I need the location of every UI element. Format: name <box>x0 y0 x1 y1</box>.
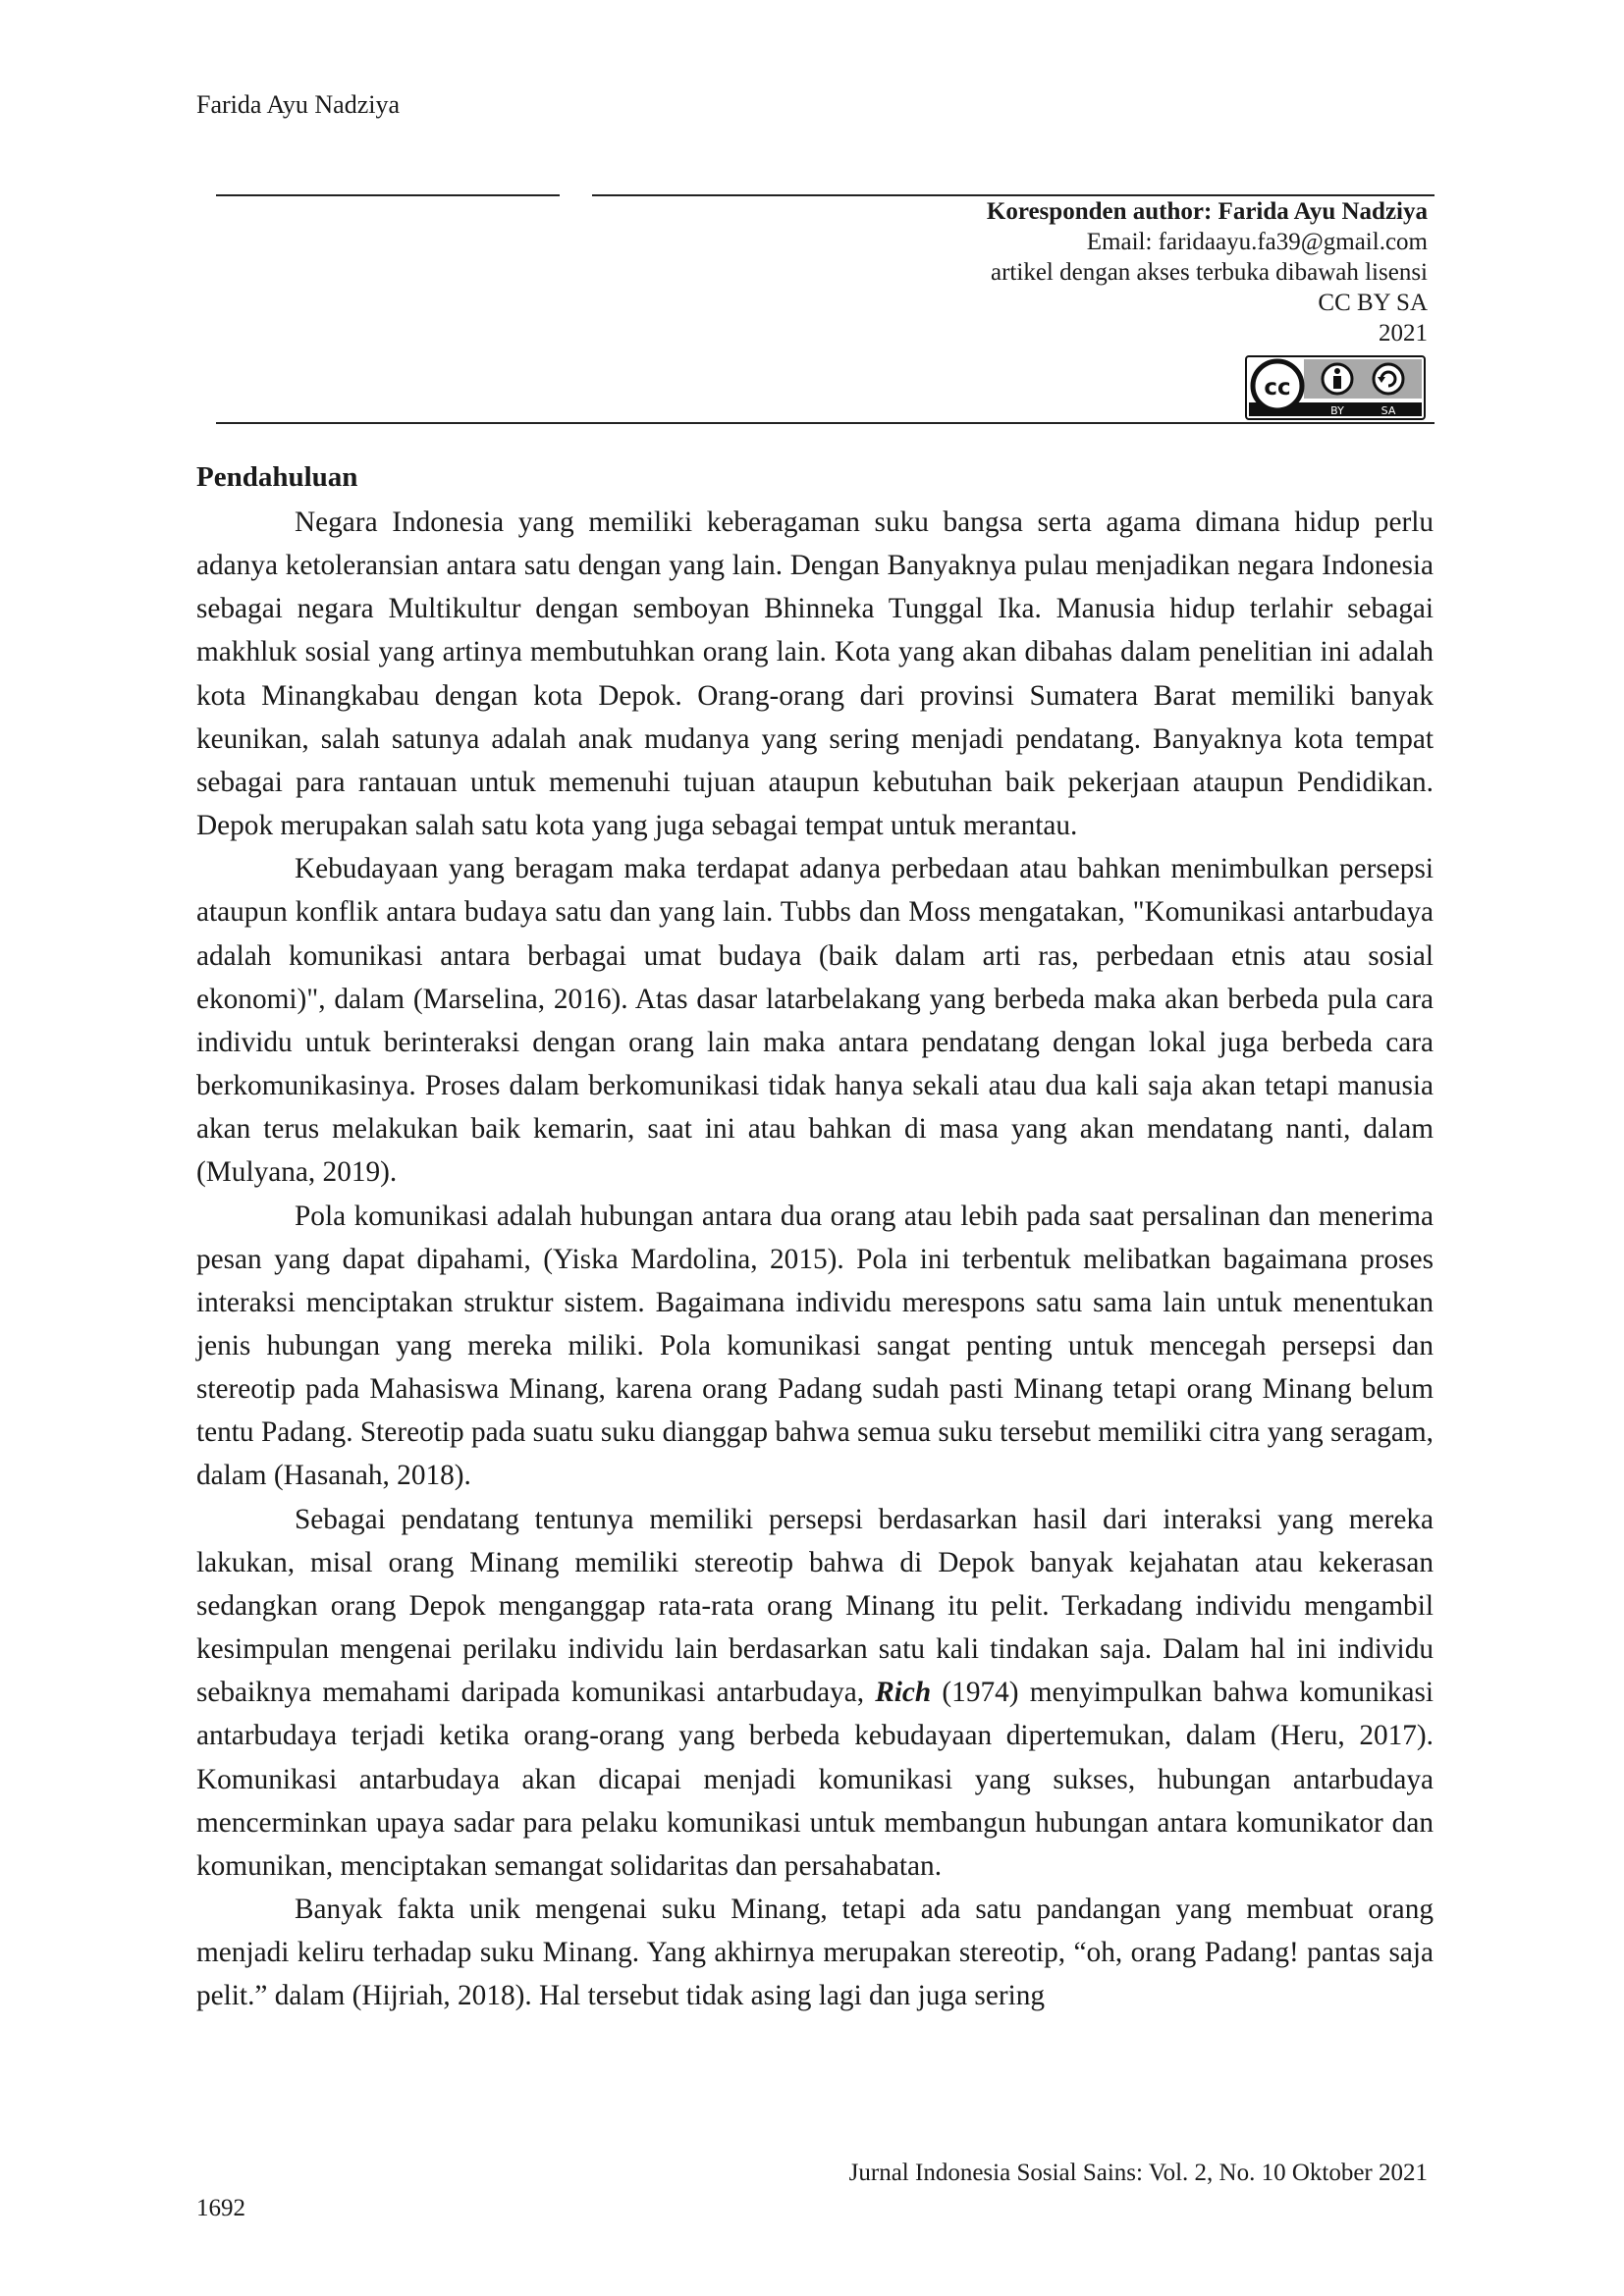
header-rule-left <box>216 194 560 196</box>
correspondence-email: Email: faridaayu.fa39@gmail.com <box>1086 229 1428 255</box>
license-year: 2021 <box>1379 320 1428 347</box>
header-rule-bottom <box>216 422 1435 424</box>
sa-text: SA <box>1380 404 1396 417</box>
paragraph-1: Negara Indonesia yang memiliki keberagaman suku bangsa serta agama dimana hidup perlu adanya ketoleransian antara satu dengan yang lain. Dengan Banyaknya pulau menjadikan negara Indonesia sebagai negara Multikultur dengan semboyan Bhinneka Tunggal Ika. Manusia hidup terlahir sebagai makhluk sosial yang artinya membutuhkan orang lain. Kota yang akan dibahas dalam penelitian ini adalah kota Minangkabau dengan kota Depok. Orang-orang dari provinsi Sumatera Barat memiliki banyak keunikan, salah satunya adalah anak mudanya yang sering menjadi pendatang. Banyaknya kota tempat sebagai para rantauan untuk memenuhi tujuan ataupun kebutuhan baik pekerjaan ataupun Pendidikan. Depok merupakan salah satu kota yang juga sebagai tempat untuk merantau. <box>196 507 1434 842</box>
running-head-author: Farida Ayu Nadziya <box>196 90 400 119</box>
correspondence-author: Koresponden author: Farida Ayu Nadziya <box>986 198 1428 225</box>
paragraph-4-start: Sebagai pendatang tentunya memiliki persepsi berdasarkan hasil dari interaksi yang mereka lakukan, misal orang Minang memiliki stereotip bahwa di Depok banyak kejahatan atau kekerasan sedangkan orang Depok menganggap rata-rata orang Minang itu pelit. Terkadang individu mengambil kesimpulan mengenai perilaku individu lain berdasarkan satu kali tindakan saja. Dalam hal ini individu sebaiknya memahami daripada komunikasi antarbudaya, <box>196 1503 1434 1709</box>
by-text: BY <box>1330 404 1344 417</box>
page-number: 1692 <box>196 2195 245 2221</box>
section-title: Pendahuluan <box>196 461 358 493</box>
paragraph-2: Kebudayaan yang beragam maka terdapat adanya perbedaan atau bahkan menimbulkan persepsi ataupun konflik antara budaya satu dan yang lain. Tubbs dan Moss mengatakan, "Komunikasi antarbudaya adalah komunikasi antara berbagai umat budaya (baik dalam arti ras, perbedaan etnis atau sosial ekonomi)", dalam (Marselina, 2016). Atas dasar latarbelakang yang berbeda maka akan berbeda pula cara individu untuk berinteraksi dengan orang lain maka antara pendatang dengan lokal juga berbeda cara berkomunikasinya. Proses dalam berkomunikasi tidak hanya sekali atau dua kali saja akan tetapi manusia akan terus melakukan baik kemarin, saat ini atau bahkan di masa yang akan mendatang nanti, dalam (Mulyana, 2019). <box>196 853 1434 1189</box>
paragraph-4-end: (1974) menyimpulkan bahwa komunikasi antarbudaya terjadi ketika orang-orang yang berbeda kebudayaan dipertemukan, dalam (Heru, 2017). Komunikasi antarbudaya akan dicapai menjadi komunikasi yang sukses, hubungan antarbudaya mencerminkan upaya sadar para pelaku komunikasi untuk membangun hubungan antara komunikator dan komunikan, menciptakan semangat solidaritas dan persahabatan. <box>196 1677 1434 1882</box>
paragraph-3: Pola komunikasi adalah hubungan antara dua orang atau lebih pada saat persalinan dan menerima pesan yang dapat dipahami, (Yiska Mardolina, 2015). Pola ini terbentuk melibatkan bagaimana proses interaksi menciptakan struktur sistem. Bagaimana individu merespons satu sama lain untuk menentukan jenis hubungan yang mereka miliki. Pola komunikasi sangat penting untuk mencegah persepsi dan stereotip pada Mahasiswa Minang, karena orang Padang sudah pasti Minang tetapi orang Minang belum tentu Padang. Stereotip pada suatu suku dianggap bahwa semua suku tersebut memiliki citra yang seragam, dalam (Hasanah, 2018). <box>196 1200 1434 1492</box>
cc-by-sa-license-icon <box>1245 355 1426 420</box>
paragraph-4 <box>196 1498 1434 1888</box>
license-name: CC BY SA <box>1318 290 1428 316</box>
license-statement: artikel dengan akses terbuka dibawah lisensi <box>991 259 1428 286</box>
cc-text: cc <box>1264 375 1291 400</box>
correspondence-block <box>987 196 1428 348</box>
paragraph-5: Banyak fakta unik mengenai suku Minang, tetapi ada satu pandangan yang membuat orang menjadi keliru terhadap suku Minang. Yang akhirnya merupakan stereotip, “oh, orang Padang! pantas saja pelit.” dalam (Hijriah, 2018). Hal tersebut tidak asing lagi dan juga sering <box>196 1894 1434 2012</box>
body-text <box>196 501 1434 2017</box>
emphasis-rich: Rich <box>875 1677 932 1709</box>
journal-footer: Jurnal Indonesia Sosial Sains: Vol. 2, No. 10 Oktober 2021 <box>848 2160 1428 2186</box>
